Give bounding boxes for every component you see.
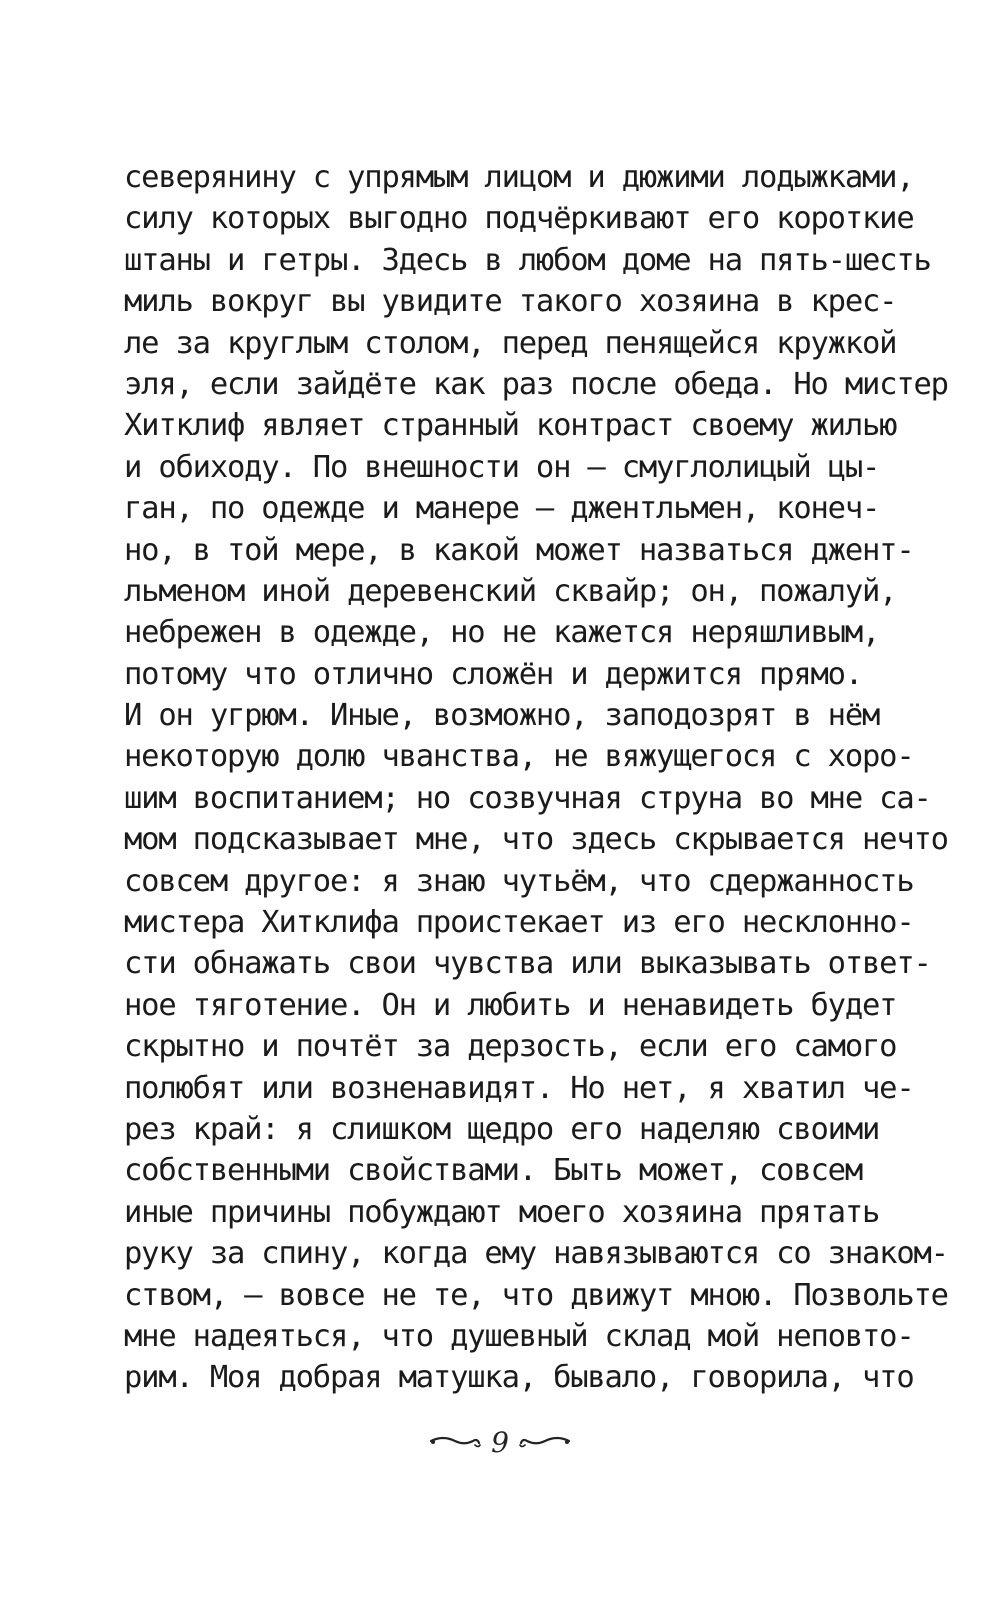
text-line: совсем другое: я знаю чутьём, что сдержанность <box>124 863 914 899</box>
text-line: рез край: я слишком щедро его наделяю своими <box>124 1111 880 1147</box>
text-line: миль вокруг вы увидите такого хозяина в крес- <box>124 284 897 320</box>
page-number: 9 <box>491 1426 509 1459</box>
text-line: ством, — вовсе не те, что движут мною. Позвольте <box>124 1277 948 1313</box>
text-line: штаны и гетры. Здесь в любом доме на пять-шесть <box>124 242 931 278</box>
body-text <box>124 157 948 1399</box>
text-line: иные причины побуждают моего хозяина прятать <box>124 1194 880 1230</box>
text-line: ган, по одежде и манере — джентльмен, конеч- <box>124 491 880 527</box>
text-line: эля, если зайдёте как раз после обеда. Но мистер <box>124 366 948 402</box>
text-line: руку за спину, когда ему навязываются со знаком- <box>124 1236 948 1272</box>
text-line: мне надеяться, что душевный склад мой неповто- <box>124 1318 914 1354</box>
text-line: Хитклиф являет странный контраст своему жилью <box>124 408 897 444</box>
text-line: мистера Хитклифа проистекает из его несклонно- <box>124 905 914 941</box>
text-line: рим. Моя добрая матушка, бывало, говорила, что <box>124 1360 914 1396</box>
text-line: силу которых выгодно подчёркивают его короткие <box>124 201 914 237</box>
text-line: северянину с упрямым лицом и дюжими лодыжками, <box>124 160 914 195</box>
page-folio <box>380 1418 620 1468</box>
text-line: потому что отлично сложён и держится прямо. <box>124 656 862 692</box>
text-line: и обиходу. По внешности он — смуглолицый цы- <box>124 449 880 485</box>
text-line: собственными свойствами. Быть может, совсем <box>124 1153 862 1189</box>
text-line: И он угрюм. Иные, возможно, заподозрят в нём <box>124 698 880 734</box>
text-line: но, в той мере, в какой может назваться джент- <box>124 532 914 568</box>
text-line: мом подсказывает мне, что здесь скрывается нечто <box>124 822 948 858</box>
text-line: небрежен в одежде, но не кажется неряшливым, <box>124 615 880 651</box>
text-line: шим воспитанием; но созвучная струна во мне са- <box>124 780 931 816</box>
text-line: льменом иной деревенский сквайр; он, пожалуй, <box>124 573 897 609</box>
text-line: некоторую долю чванства, не вяжущегося с хоро- <box>124 739 914 775</box>
text-line: ле за круглым столом, перед пенящейся кружкой <box>124 325 897 361</box>
text-line: полюбят или возненавидят. Но нет, я хватил че- <box>124 1070 914 1106</box>
left-flourish-icon <box>429 1433 481 1453</box>
text-line: сти обнажать свои чувства или выказывать ответ- <box>124 946 931 982</box>
text-line: ное тяготение. Он и любить и ненавидеть будет <box>124 987 897 1023</box>
text-line: скрытно и почтёт за дерзость, если его самого <box>124 1029 897 1065</box>
right-flourish-icon <box>519 1433 571 1453</box>
